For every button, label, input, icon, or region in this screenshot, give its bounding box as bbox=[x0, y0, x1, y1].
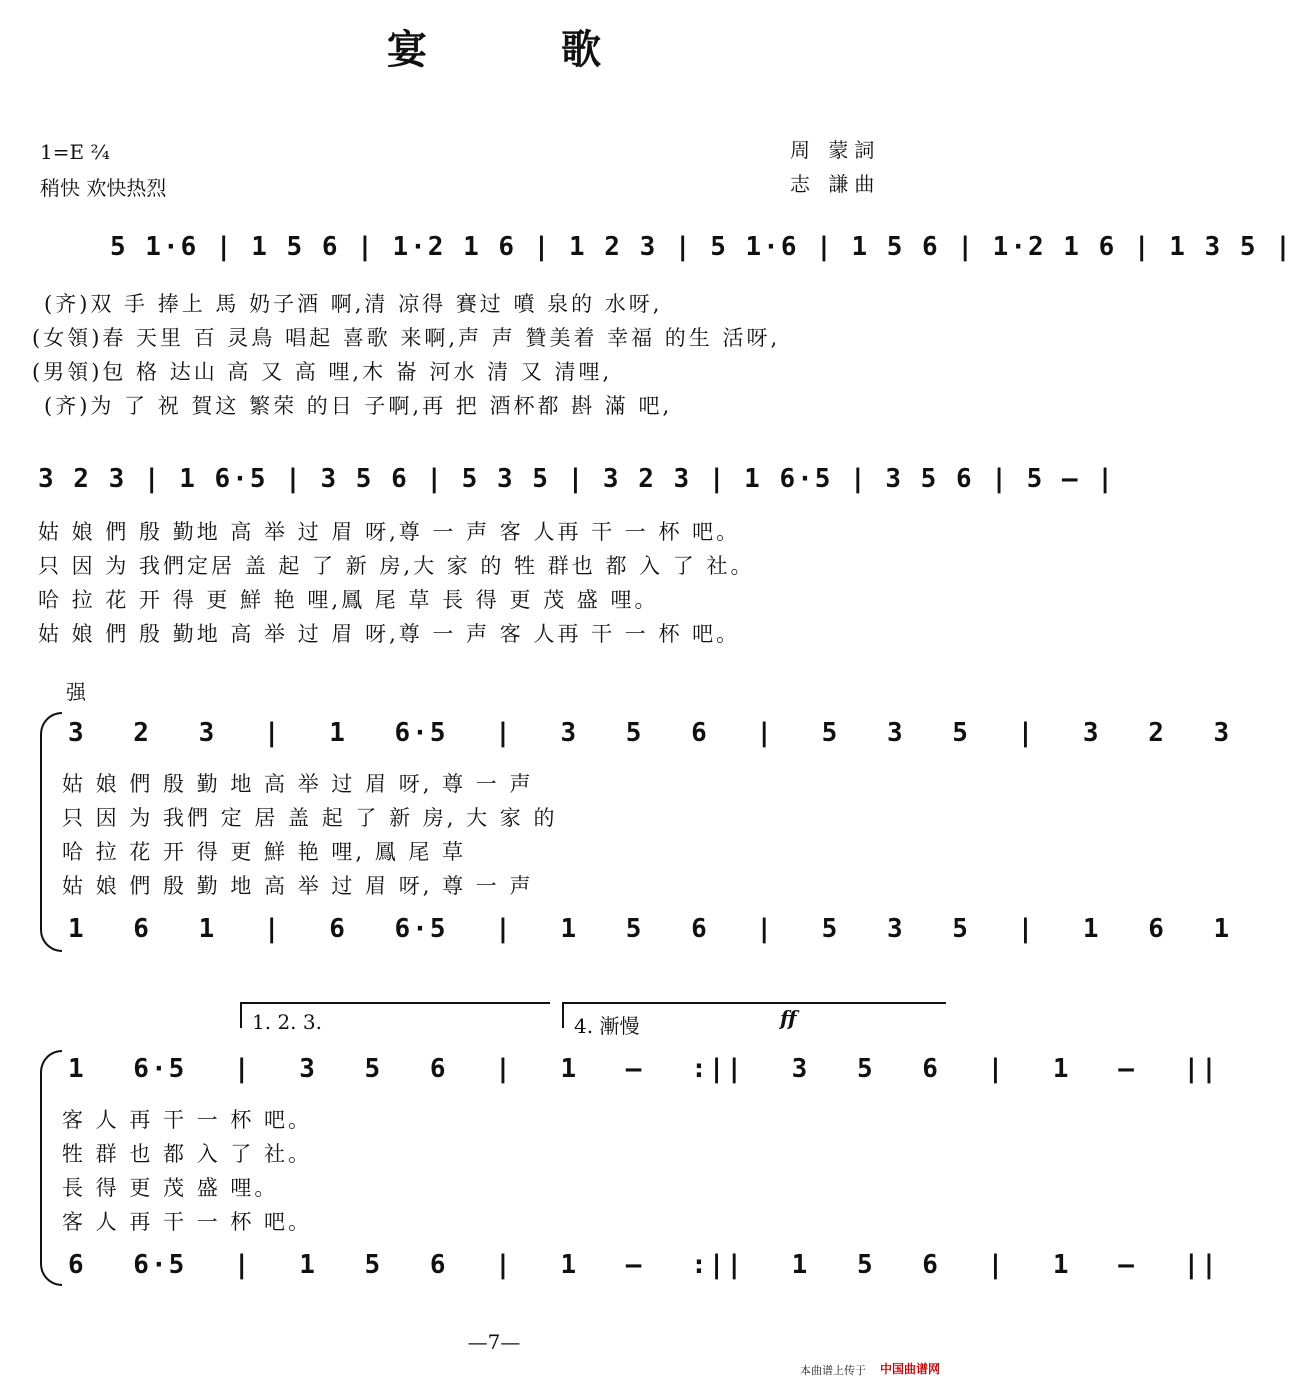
first-ending-left-edge bbox=[240, 1002, 242, 1028]
page-number: —7— bbox=[467, 1330, 521, 1354]
footer-upload-text: 本曲谱上传于 bbox=[800, 1364, 866, 1377]
lyric-line-1-verse-1: (齐)双 手 捧上 馬 奶子酒 啊,清 凉得 賽过 噴 泉的 水呀, bbox=[44, 292, 663, 316]
lyric-line-4-verse-1: 客 人 再 干 一 杯 吧。 bbox=[62, 1108, 313, 1132]
lower-voice-line-4: 6 6·5 | 1 5 6 | 1 — :|| 1 5 6 | 1 — || bbox=[68, 1250, 1219, 1280]
site-logo: 中国曲谱网 bbox=[880, 1362, 941, 1376]
composer-credit: 志 謙曲 bbox=[790, 172, 881, 196]
notation-line-2: 3 2 3 | 1 6·5 | 3 5 6 | 5 3 5 | 3 2 3 | 1 6·5 | 3 5 6 | 5 — | bbox=[38, 464, 1115, 494]
lyric-line-2-verse-4: 姑 娘 們 殷 勤地 高 举 过 眉 呀,尊 一 声 客 人再 干 一 杯 吧。 bbox=[38, 622, 741, 646]
lyric-line-3-verse-2: 只 因 为 我們 定 居 盖 起 了 新 房, 大 家 的 bbox=[62, 806, 558, 830]
system-brace-1 bbox=[40, 712, 62, 952]
lyric-line-3-verse-1: 姑 娘 們 殷 勤 地 高 举 过 眉 呀, 尊 一 声 bbox=[62, 772, 534, 796]
lyric-line-1-verse-3: (男領)包 格 达山 高 又 高 哩,木 崙 河水 清 又 清哩, bbox=[32, 360, 613, 384]
lyric-line-2-verse-3: 哈 拉 花 开 得 更 鮮 艳 哩,鳳 尾 草 長 得 更 茂 盛 哩。 bbox=[38, 588, 659, 612]
notation-line-1: 5 1·6 | 1 5 6 | 1·2 1 6 | 1 2 3 | 5 1·6 | 1 5 6 | 1·2 1 6 | 1 3 5 | bbox=[110, 232, 1293, 262]
second-ending-left-edge bbox=[562, 1002, 564, 1028]
lyric-line-4-verse-3: 長 得 更 茂 盛 哩。 bbox=[62, 1176, 279, 1200]
dynamic-marking-strong: 强 bbox=[66, 680, 86, 704]
second-ending-label: 4. 漸慢 bbox=[574, 1014, 640, 1038]
lyric-line-2-verse-2: 只 因 为 我們定居 盖 起 了 新 房,大 家 的 牲 群也 都 入 了 社。 bbox=[38, 554, 755, 578]
lyric-line-1-verse-4: (齐)为 了 祝 賀这 繁荣 的日 子啊,再 把 酒杯都 斟 滿 吧, bbox=[44, 394, 673, 418]
system-brace-2 bbox=[40, 1050, 62, 1286]
lyric-line-4-verse-2: 牲 群 也 都 入 了 社。 bbox=[62, 1142, 313, 1166]
lyric-line-3-verse-3: 哈 拉 花 开 得 更 鮮 艳 哩, 鳳 尾 草 bbox=[62, 840, 467, 864]
tempo-marking: 稍快 欢快热烈 bbox=[40, 176, 167, 200]
upper-voice-line-3: 3 2 3 | 1 6·5 | 3 5 6 | 5 3 5 | 3 2 3 bbox=[68, 718, 1232, 748]
second-ending-bracket bbox=[562, 1002, 946, 1004]
lower-voice-line-3: 1 6 1 | 6 6·5 | 1 5 6 | 5 3 5 | 1 6 1 bbox=[68, 914, 1232, 944]
fortissimo-marking: ff bbox=[780, 1006, 797, 1030]
first-ending-label: 1. 2. 3. bbox=[252, 1010, 322, 1034]
song-title: 宴 歌 bbox=[387, 26, 661, 73]
lyric-line-4-verse-4: 客 人 再 干 一 杯 吧。 bbox=[62, 1210, 313, 1234]
upper-voice-line-4: 1 6·5 | 3 5 6 | 1 — :|| 3 5 6 | 1 — || bbox=[68, 1054, 1219, 1084]
lyric-line-3-verse-4: 姑 娘 們 殷 勤 地 高 举 过 眉 呀, 尊 一 声 bbox=[62, 874, 534, 898]
lyric-line-1-verse-2: (女領)春 天里 百 灵鳥 唱起 喜歌 来啊,声 声 贊美着 幸福 的生 活呀, bbox=[32, 326, 781, 350]
lyric-line-2-verse-1: 姑 娘 們 殷 勤地 高 举 过 眉 呀,尊 一 声 客 人再 干 一 杯 吧。 bbox=[38, 520, 741, 544]
first-ending-bracket bbox=[240, 1002, 550, 1004]
key-signature: 1=E ²⁄₄ bbox=[40, 140, 110, 164]
lyricist-credit: 周 蒙詞 bbox=[790, 138, 881, 162]
